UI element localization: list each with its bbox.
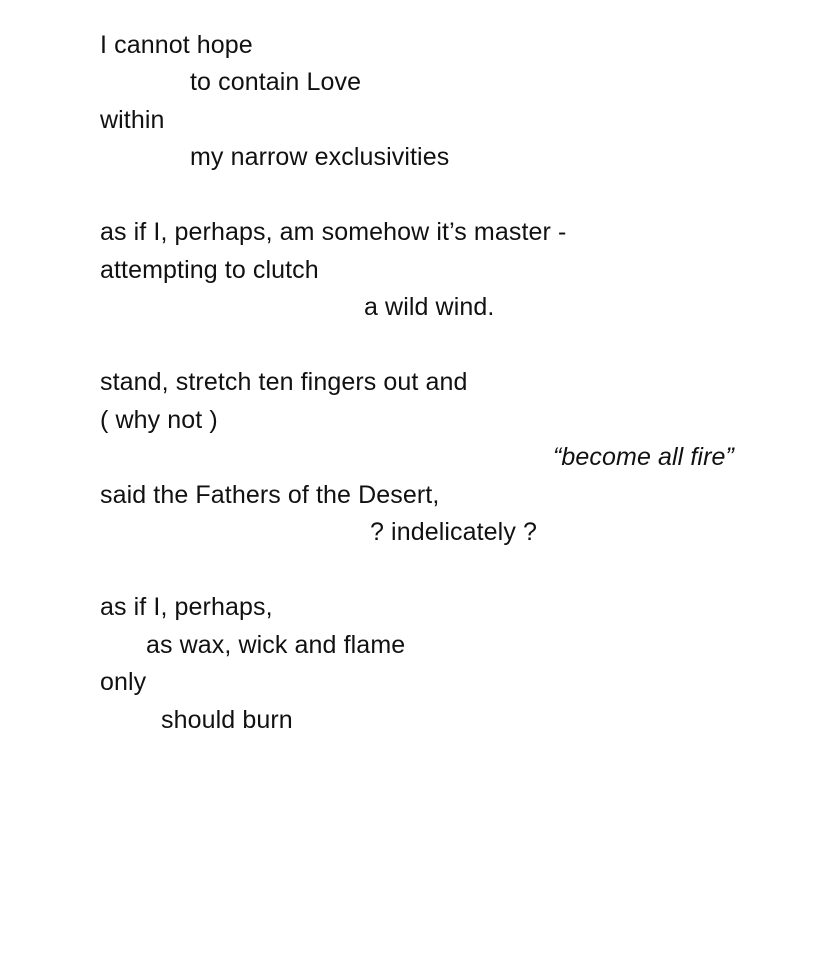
- poem-line-7: a wild wind.: [364, 293, 495, 321]
- poem-line-9: ( why not ): [100, 406, 218, 434]
- poem-line-2: to contain Love: [190, 68, 362, 96]
- poem-line-5: as if I, perhaps, am somehow it’s master -: [100, 218, 567, 246]
- poem-line-11: said the Fathers of the Desert,: [100, 481, 440, 509]
- poem-line-1: I cannot hope: [100, 31, 253, 59]
- poem-line-13: as if I, perhaps,: [100, 593, 273, 621]
- poem-line-15: only: [100, 668, 147, 696]
- poem-line-6: attempting to clutch: [100, 256, 319, 284]
- poem-line-8: stand, stretch ten fingers out and: [100, 368, 468, 396]
- poem-line-3: within: [100, 106, 165, 134]
- poem-line-14: as wax, wick and flame: [146, 631, 406, 659]
- poem-line-12: ? indelicately ?: [370, 518, 537, 546]
- poem-line-16: should burn: [161, 706, 293, 734]
- poem-line-10-quote: “become all fire”: [553, 443, 734, 471]
- poem-line-4: my narrow exclusivities: [190, 143, 450, 171]
